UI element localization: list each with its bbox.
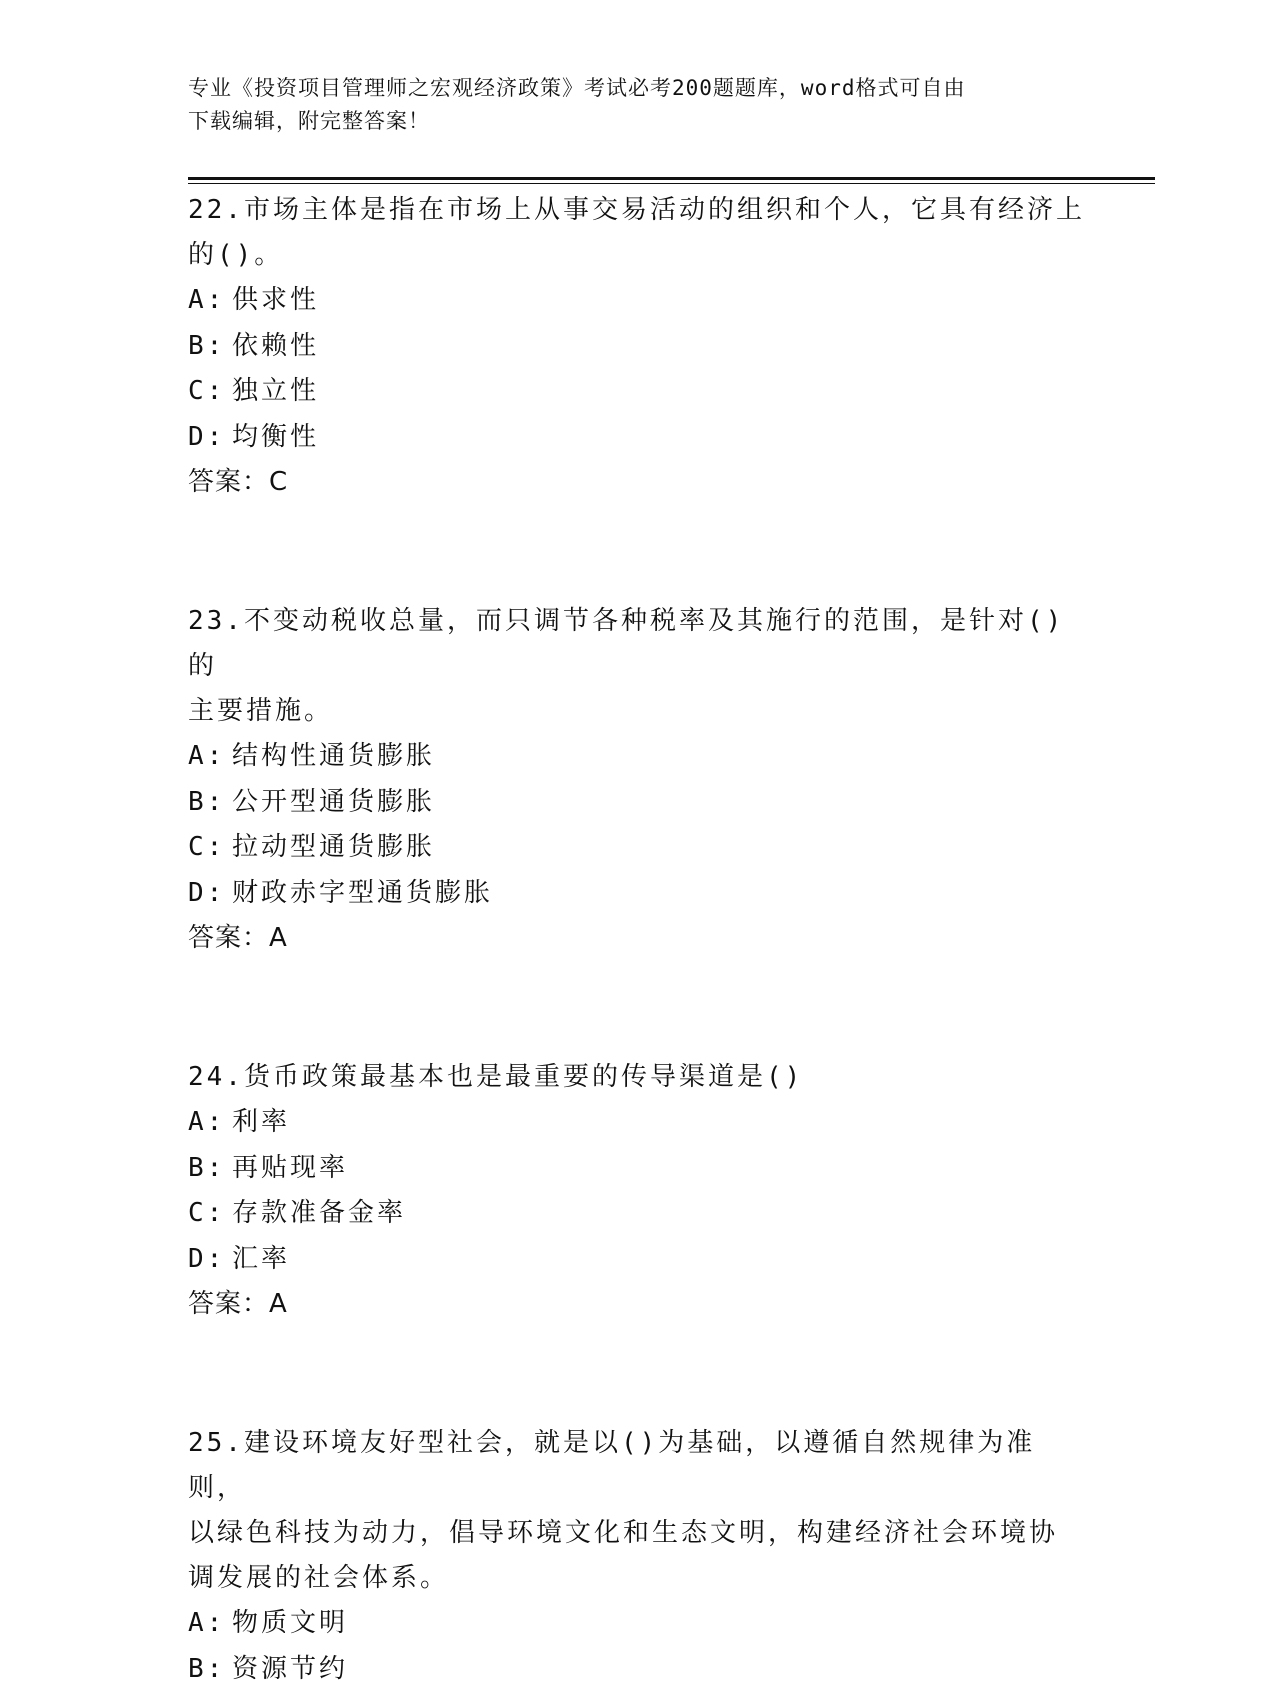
option-row — [188, 369, 1088, 415]
question-1 — [188, 188, 1088, 505]
option-row — [188, 1601, 1088, 1647]
option-text: 财政赤字型通货膨胀 — [232, 878, 493, 908]
question-stem-line: 主要措施。 — [188, 689, 1088, 734]
option-letter: C: — [188, 369, 232, 415]
option-text: 利率 — [232, 1107, 290, 1137]
answer-line: 答案：C — [188, 460, 1088, 505]
option-row — [188, 278, 1088, 324]
option-row — [188, 324, 1088, 370]
question-stem-line: 的()。 — [188, 233, 1088, 278]
option-row — [188, 734, 1088, 780]
question-spacer — [188, 1327, 1088, 1421]
header-divider-thin — [188, 183, 1155, 184]
option-text: 结构性通货膨胀 — [232, 741, 435, 771]
question-spacer — [188, 505, 1088, 599]
question-3 — [188, 1055, 1088, 1327]
option-row — [188, 1237, 1088, 1283]
option-letter: B: — [188, 324, 232, 370]
option-letter: B: — [188, 1146, 232, 1192]
question-stem-line: 24.货币政策最基本也是最重要的传导渠道是() — [188, 1055, 1088, 1100]
question-4 — [188, 1421, 1088, 1692]
option-row — [188, 1191, 1088, 1237]
option-text: 均衡性 — [232, 422, 319, 452]
option-text: 供求性 — [232, 285, 319, 315]
option-letter: C: — [188, 825, 232, 871]
option-row — [188, 780, 1088, 826]
option-text: 依赖性 — [232, 331, 319, 361]
option-text: 汇率 — [232, 1244, 290, 1274]
option-row — [188, 1100, 1088, 1146]
option-letter: D: — [188, 1237, 232, 1283]
header-line-2: 下载编辑，附完整答案！ — [188, 105, 1068, 138]
option-letter: B: — [188, 780, 232, 826]
question-spacer — [188, 961, 1088, 1055]
option-text: 再贴现率 — [232, 1153, 348, 1183]
option-row — [188, 415, 1088, 461]
option-text: 物质文明 — [232, 1608, 348, 1638]
option-text: 公开型通货膨胀 — [232, 787, 435, 817]
question-stem-line: 23.不变动税收总量，而只调节各种税率及其施行的范围，是针对()的 — [188, 599, 1088, 689]
question-stem-line: 22.市场主体是指在市场上从事交易活动的组织和个人，它具有经济上 — [188, 188, 1088, 233]
document-header — [188, 72, 1068, 138]
option-row — [188, 871, 1088, 917]
option-row — [188, 1647, 1088, 1692]
option-letter: A: — [188, 278, 232, 324]
question-stem-line: 调发展的社会体系。 — [188, 1556, 1088, 1601]
question-list — [188, 188, 1088, 1692]
option-text: 独立性 — [232, 376, 319, 406]
question-2 — [188, 599, 1088, 961]
option-letter: A: — [188, 1100, 232, 1146]
answer-line: 答案：A — [188, 916, 1088, 961]
question-stem-line: 以绿色科技为动力，倡导环境文化和生态文明，构建经济社会环境协 — [188, 1511, 1088, 1556]
option-text: 资源节约 — [232, 1654, 348, 1684]
option-letter: C: — [188, 1191, 232, 1237]
answer-line: 答案：A — [188, 1282, 1088, 1327]
option-letter: A: — [188, 734, 232, 780]
option-row — [188, 1146, 1088, 1192]
option-letter: D: — [188, 415, 232, 461]
option-letter: B: — [188, 1647, 232, 1692]
option-text: 拉动型通货膨胀 — [232, 832, 435, 862]
option-row — [188, 825, 1088, 871]
option-letter: A: — [188, 1601, 232, 1647]
header-line-1: 专业《投资项目管理师之宏观经济政策》考试必考200题题库，word格式可自由 — [188, 72, 1068, 105]
option-text: 存款准备金率 — [232, 1198, 406, 1228]
question-stem-line: 25.建设环境友好型社会，就是以()为基础，以遵循自然规律为准则， — [188, 1421, 1088, 1511]
header-divider-thick — [188, 177, 1155, 180]
option-letter: D: — [188, 871, 232, 917]
